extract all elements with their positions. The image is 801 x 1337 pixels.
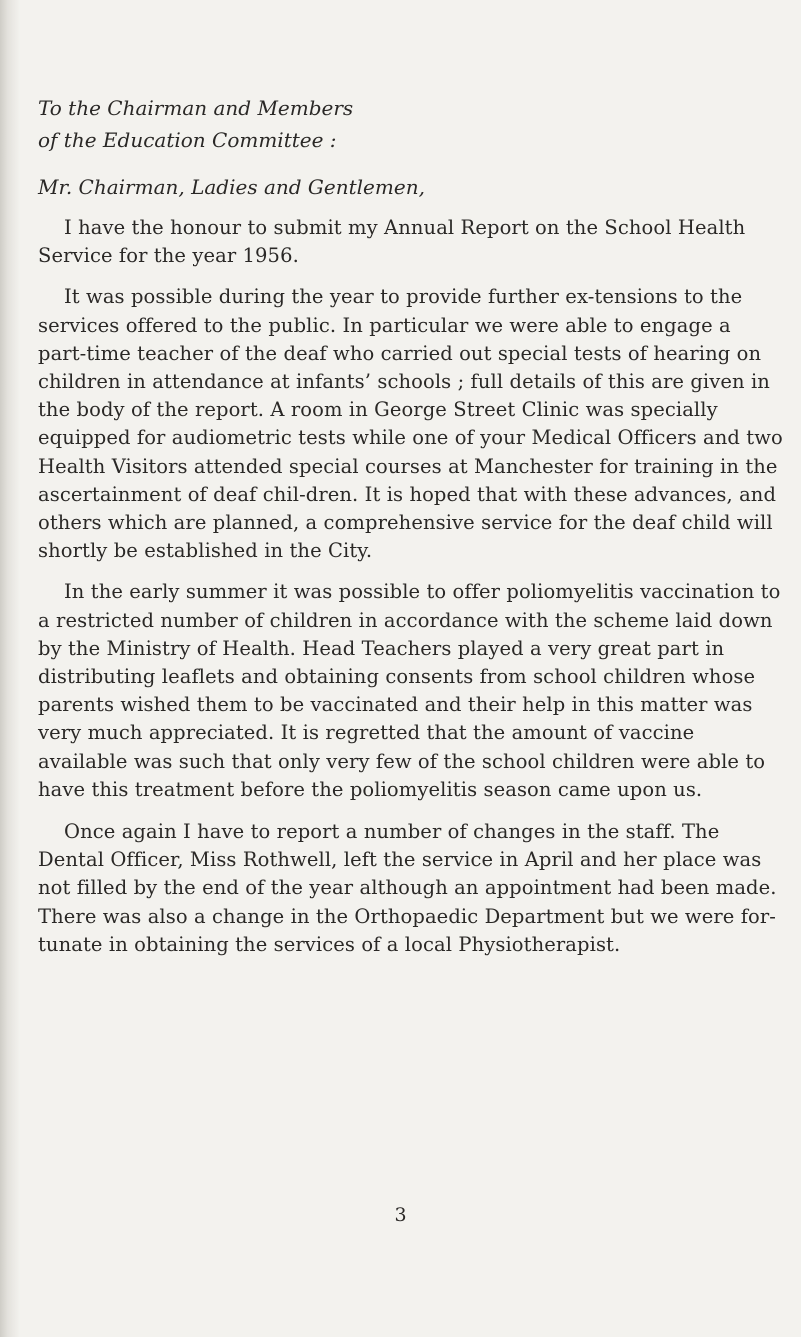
addressee-line-1: To the Chairman and Members [38, 96, 354, 120]
paragraph-staff-changes: Once again I have to report a number of changes in the staff. The Dental Officer, Miss Rothwell, left the service in April and her place was not filled by the end of the year although an appointment had been made. There was also a change in the Orthopaedic Department but we were for-tunate in obtaining the services of a local Physiotherapist. [38, 820, 777, 956]
addressee-line-2: of the Education Committee : [38, 128, 337, 152]
paragraph-deaf-services: It was possible during the year to provide further ex-tensions to the services offered to the public. In particular we were able to engage a part-time teacher of the deaf who carried out special tests of hearing on children in attendance at infants’ schools ; full details of this are given in the body of the report. A room in George Street Clinic was specially equipped for audiometric tests while one of your Medical Officers and two Health Visitors attended special courses at Manchester for training in the ascertainment of deaf chil-dren. It is hoped that with these advances, and others which are planned, a comprehensive service for the deaf child will shortly be established in the City. [38, 285, 783, 563]
page-number: 3 [394, 1204, 407, 1226]
document-body [38, 92, 783, 959]
salutation: Mr. Chairman, Ladies and Gentlemen, [38, 175, 425, 199]
paragraph-intro: I have the honour to submit my Annual Report on the School Health Service for the year 1956. [38, 216, 746, 268]
page-edge-shadow [0, 0, 20, 1337]
paragraph-poliomyelitis: In the early summer it was possible to offer poliomyelitis vaccination to a restricted number of children in accordance with the scheme laid down by the Ministry of Health. Head Teachers played a very great part in distributing leaflets and obtaining consents from school children whose parents wished them to be vaccinated and their help in this matter was very much appreciated. It is regretted that the amount of vaccine available was such that only very few of the school children were able to have this treatment before the poliomyelitis season came upon us. [38, 580, 781, 801]
